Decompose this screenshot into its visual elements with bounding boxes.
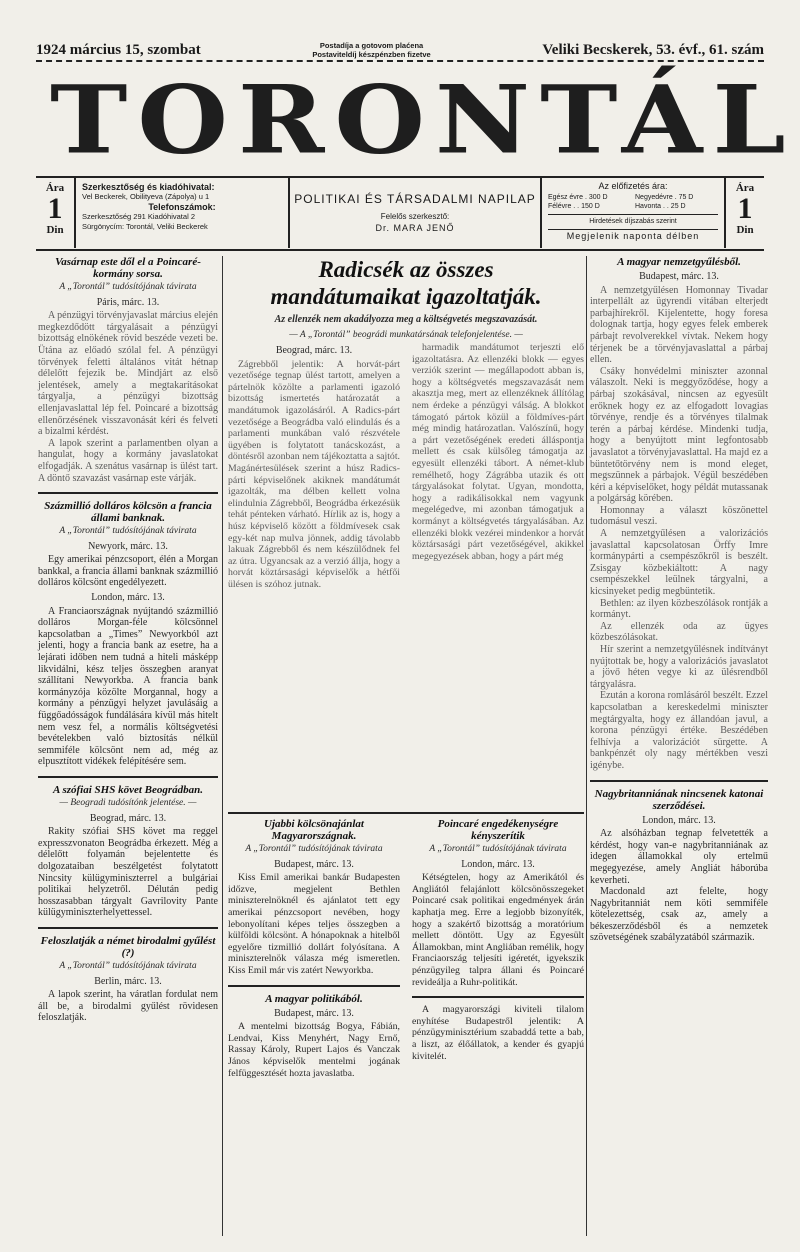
article-paragraph: Ezután a korona romlásáról beszélt. Ezzel kapcsolatban a kereskedelmi miniszter megtárgyalta, hogy ez állandóan javul, a korona pénzügyi értéke. Beszédében felhívja a valorizációt sürgette. A bankpénzét oly nagy mértékben veszi igénybe. [590, 690, 768, 771]
price-right [726, 178, 764, 248]
article-dateline: Budapest, márc. 13. [639, 271, 719, 282]
band-bottom-rule [36, 249, 764, 251]
article-byline: A „Torontál” tudósítójának távirata [59, 960, 197, 971]
price-label: Ára [45, 182, 65, 194]
subs-price: Egész évre . 300 D [548, 194, 608, 201]
phones-title: Telefonszámok: [148, 202, 216, 212]
article-separator [38, 492, 218, 494]
article-paragraph: A Franciaországnak nyújtandó százmillió dolláros Morgan-féle kölcsönnel kapcsolatban a „Times” Newyorkból azt jelenti, hogy a francia bank az esetre, ha a lejárati időben nem tudná a hiteli másképp likvidálni, kész teljes összegben aranyat szállítani Newyorkba. A francia bank kormányzója közölte Morgannal, hogy a kormány a pénzügyi helyzet javulásáig a függőadósságok fundálására kívül más hitelt nem vesz fel, a normális költségvetési bevételekben való biztosítás nélkül semmiféle kölcsönt nem ad, még az elpusztított vidékek felépítésére sem. [38, 605, 218, 768]
article-paragraph: A pénzügyi törvényjavaslat március elején megkezdődött tárgyalásait a pénzügyi bizottság elnökének rövid beszéde vezeti be. Ütána az előadó szólal fel. A pénzügyi törvények feletti általános vitát hétnap délelőtt fejezik be. Mindjárt az első jelentések, amely a megtakarításokat tárgyalja, a pénzügyi bizottság ellenjavaslattal lép fel. Poincaré a bizottság ellenőrzésének visszavonását kéri és felveti a bizalmi kérdést. [38, 310, 218, 438]
article-byline: — Beogradi tudósítónk jelentése. — [59, 797, 197, 808]
info-band [36, 178, 764, 248]
article-paragraph: Az ellenzék oda az ügyes közbeszólásokat. [590, 620, 768, 644]
column-right [590, 256, 768, 944]
lead-headline-2: mandátumaikat igazoltatják. [270, 284, 542, 309]
issue-date: 1924 március 15, szombat [36, 41, 201, 58]
ads-note: Hirdetések díjszabás szerint [548, 214, 718, 226]
article-dateline: London, márc. 13. [461, 858, 535, 870]
column-rule [586, 256, 587, 1236]
article-paragraph: Homonnay a választ köszönettel tudomásul veszi. [590, 504, 768, 528]
article-paragraph: Macdonald azt felelte, hogy Nagybritanniát nem köti semmiféle kötelezettség, csak az, amely a békeszerződésből és a nemzetek szövetségének szabályzatából származik. [590, 886, 768, 944]
article-paragraph: Kétségtelen, hogy az Amerikától és Angliától felajánlott kölcsönösszegeket Poincaré csak politikai engedmények árán kaphatja meg. Erre a legjobb bizonyíték, hogy a szakértő bizottság a moratórium mellett döntött. Ugy az Egyesült Államokban, mint Angliában remélik, hogy Franciaország teljesíti igéretét, igyekszik pénzügyileg talpra állani és Poincaré revideálja a Ruhr-politikát. [412, 872, 584, 988]
lead-headline-1: Radicsék az összes [318, 257, 494, 282]
article-byline: A „Torontál” tudósítójának távirata [59, 282, 197, 292]
article-paragraph: Csáky honvédelmi miniszter azonnal válaszolt. Neki is meggyőződése, hogy a párbaj szokásával, nincsen az egyesült erőknek hogy ez az elfogadott lovagias törvénye, rendje és a törvényes tilalmak terén a párbaj kérdése. Mindenki tudja, hogy a benyújtott mint legfontosabb javaslatot a törvényjavaslattal. Ha majd ez a büntetőtörvény nem is mond eleget, megszünnek a párbajok. Végül beszédében kéri a képviselőket, hogy példát mutassanak a polgárság körében. [590, 365, 768, 505]
price-left [36, 178, 74, 248]
article-paragraph: Hír szerint a nemzetgyűlésnek indítványt nyújtottak be, hogy a valorizációs javaslatot a jövő héten vegye ki az ülésrendből tárgyalásra. [590, 644, 768, 690]
lower-left [228, 818, 400, 1079]
article-byline: A „Torontál” tudósítójának távirata [429, 844, 567, 854]
article-headline: Ujabbi kölcsönajánlat Magyarországnak. [264, 818, 364, 842]
postal-note-2: Postaviteldíj készpénzben fizetve [312, 50, 431, 59]
price-value: 1 [47, 192, 63, 225]
article-separator [38, 927, 218, 929]
article-headline: Poincaré engedékenységre kényszerítik [437, 818, 559, 842]
editorial-info [76, 178, 288, 248]
article-headline: Százmillió dolláros kölcsön a francia állami banknak. [44, 500, 212, 525]
article-dateline: Páris, márc. 13. [96, 296, 160, 308]
lead-column-b [412, 342, 584, 590]
subs-prices [548, 193, 718, 211]
editor-label: Felelős szerkesztő: [380, 212, 450, 221]
article-byline: A „Torontál” tudósítójának távirata [59, 526, 197, 537]
lead-dateline: Beograd, márc. 13. [275, 345, 353, 356]
price-label: Ára [735, 182, 755, 194]
price-unit: Din [46, 224, 64, 236]
article-separator [590, 780, 768, 782]
editorial-address: Vel Beckerek, Obilityeva (Zápolya) u 1 [82, 192, 210, 201]
issue-place: Veliki Becskerek, 53. évf., 61. szám [542, 41, 764, 58]
column-left [38, 256, 218, 1024]
article-paragraph: harmadik mandátumot terjeszti elő igazoltatásra. Az ellenzéki blokk — egyes verziók szerint — megállapodott abban is, hogy a költségvetés megszavazását nem akasztja meg, mert az ellenzéknek állítólag nem érdeke a pénzügyi válság. A blokkot támogató pártok közül a földmíves-párt még mindig határozatlan. Valószínű, hogy a párt vezetőségének eredeti álláspontja mellett és csak külsőleg támogatja az egyesült ellenzéki tábort. A német-klub remélhető, hogy Zágrábba utazik és ott tárgyalásokat folytat. Ugyan, mondotta, hogy a radikálisokkal nem vagyunk megelégedve, mi azonban támogatjuk a kormányt a költségvetés tárgyalásában. Az ellenzéki blokk vezérei mindenkor a horvát köztársasági párt vezetőségével, akikkel megegyezések abban, hogy a párt még [412, 342, 584, 562]
article-paragraph: Egy amerikai pénzcsoport, élén a Morgan bankkal, a francia állami banknak százmillió dolláros kölcsönt engedélyezett. [38, 554, 218, 589]
article-headline: A magyar nemzetgyűlésből. [617, 256, 741, 268]
masthead-title: TORONTÁL [50, 64, 796, 175]
article-paragraph: A lapok szerint, ha váratlan fordulat nem áll be, a birodalmi gyűlést rövidesen feloszlatják. [38, 989, 218, 1024]
subs-price: Félévre . . 150 D [548, 203, 600, 210]
article-paragraph: Rakity szófiai SHS követ ma reggel expresszvonaton Beográdba érkezett. Még a délelőtt folyamán bejelentette és dolgozataiban beszélgetést folytatott Nincsity külügyminiszterrel a bulgáriai politikai helyzetről. Délután pedig hosszasabban tárgyalt Gavrilovity Pante külügyminiszterhelyettessel. [38, 826, 218, 919]
lower-articles [228, 818, 584, 1079]
article-dateline: London, márc. 13. [642, 814, 716, 826]
article-headline: A magyar politikából. [265, 992, 363, 1005]
article-paragraph: A mentelmi bizottság Bogya, Fábián, Lendvai, Kiss Menyhért, Nagy Ernő, Rassay Károly, Rupert Lajos és Vanczak János képviselők mentelmi jogának felfüggesztését hozta javaslatba. [228, 1021, 400, 1079]
article-headline: Feloszlatják a német birodalmi gyűlést (?) [40, 934, 216, 959]
header-line [36, 40, 764, 60]
subscription-info [542, 178, 724, 248]
lead-article [228, 256, 584, 590]
lower-rule [228, 812, 584, 814]
article-paragraph: Bethlen: az ilyen közbeszólások rontják a kormányt. [590, 597, 768, 621]
article-dateline: Berlin, márc. 13. [94, 975, 162, 987]
article-paragraph: A lapok szerint a parlamentben olyan a hangulat, hogy a kormány javaslatokat elfogadják. A szenátus vasárnap is ülést tart. A döntő szavazást vasárnap este várják. [38, 437, 218, 484]
paper-subtitle [290, 178, 540, 248]
lead-column-a [228, 342, 400, 590]
article-paragraph: Zágrebből jelentik: A horvát-párt vezetősége tegnap ülést tartott, amelyen a pártelnök közölte a parlamenti igazoló bizottság ismertetés határozatát a mandátumok igazolásáról. A Radics-párt vezetősége a Beográdba való elindulás és a parlamenti munkában való részvétele ügyében is folytatott tanácskozást, a döntésről azonban nem tájékoztatta a sajtót. Magánértesülések szerint a húsz Radics-párti képviselőnek akiknek mandátumát igazolták, ma délben kellett volna elindulnia Zágrebből, Beográdba érkezésük tehát pénteken várható. Hírlik az is, hogy a húsz képviselő között a földmívesek csak egy-két nap mulva jönnek, addig távolabb lakuak Zágrebből és nem készülődnek fel az útra. Ugyancsak az a verzió állja, hogy a horvát köztársasági képviselők a hétfői ülésen is szóhoz jutnak. [228, 358, 400, 590]
telegram-address: Sürgönycím: Torontál, Veliki Beckerek [82, 222, 208, 231]
column-rule [222, 256, 223, 1236]
phones: Szerkesztőség 291 Kiadóhivatal 2 [82, 212, 195, 221]
postal-note-1: Postadíja a gotovom plaćena [319, 41, 424, 50]
article-paragraph: Az alsóházban tegnap felvetették a kérdést, hogy van-e nagybritanniának az idegen államokkal oly ertelmű megegyezése, amely Angliát háborúba keverheti. [590, 828, 768, 886]
article-dateline: Budapest, márc. 13. [274, 858, 354, 870]
lead-body [228, 342, 584, 590]
article-paragraph: A nemzetgyűlésen Homonnay Tivadar interpellált az ügyrendi vitában elterjedt parbajhírekről. Kijelentette, hogy foresa dolognak tartja, hogy egyes felek emberek párbajt revolverekkel vívtak. Nekem hogy térjenek be a törvényjavaslattal a párbaj ellen. [590, 284, 768, 366]
lower-right [412, 818, 584, 1079]
article-separator [228, 985, 400, 987]
postal-note [312, 41, 430, 59]
article-dateline: London, márc. 13. [91, 592, 165, 604]
article-byline: A „Torontál” tudósítójának távirata [245, 844, 383, 854]
article-headline: Nagybritanniának nincsenek katonai szerződései. [594, 787, 764, 812]
subs-title: Az előfizetés ára: [598, 181, 668, 191]
price-value: 1 [737, 192, 753, 225]
editor-name: Dr. MARA JENŐ [375, 223, 455, 233]
editorial-title: Szerkesztőség és kiadóhivatal: [82, 182, 215, 192]
subs-price: Negyedévre . 75 D [635, 194, 694, 201]
lead-deck: Az ellenzék nem akadályozza meg a költségvetés megszavazását. [274, 314, 538, 325]
article-dateline: Newyork, márc. 13. [88, 540, 168, 552]
price-unit: Din [736, 224, 754, 236]
article-separator [412, 996, 584, 998]
lead-byline: — A „Torontál” beográdi munkatársának telefonjelentése. — [289, 330, 523, 340]
subs-price: Havonta . . 25 D [635, 203, 686, 210]
article-dateline: Beograd, márc. 13. [89, 812, 167, 824]
article-dateline: Budapest, márc. 13. [274, 1007, 354, 1019]
article-headline: A szófiai SHS követ Beográdban. [52, 783, 204, 796]
article-headline: Vasárnap este dől el a Poincaré-kormány sorsa. [55, 256, 201, 280]
article-paragraph: A nemzetgyűlésen a valorizációs javaslattal kapcsolatosan Örffy Imre kormánypárti a csempészőkről is beszélt. Zsisgay közbekiáltott: A nagy csempészekkel leülnek tárgyalni, a kicsinyeket pedig megbüntetik. [590, 528, 768, 598]
article-paragraph: Kiss Emil amerikai bankár Budapesten időzve, megjelent Bethlen miniszterelnöknél és ajánlatot tett egy amerikai pénzcsoport nevében, hogy lebonyolítani képes teljes összegben a külföldi kölcsönt. A hónapoknak a hitelből egyelőre tizmillió dollárt folyósítana. A miniszterelnök válasza még ismeretlen. Kiss Emil már vis zatért Newyorkba. [228, 872, 400, 976]
article-paragraph: A magyarországi kiviteli tilalom enyhítése Budapestről jelentik: A pénzügyminisztérium szabaddá tette a bab, a liszt, az élőállatok, a kender és gyapjú kivitelét. [412, 1004, 584, 1062]
paper-title: POLITIKAI ÉS TÁRSADALMI NAPILAP [294, 192, 536, 206]
article-separator [38, 776, 218, 778]
appears-note: Megjelenik naponta délben [548, 229, 718, 241]
